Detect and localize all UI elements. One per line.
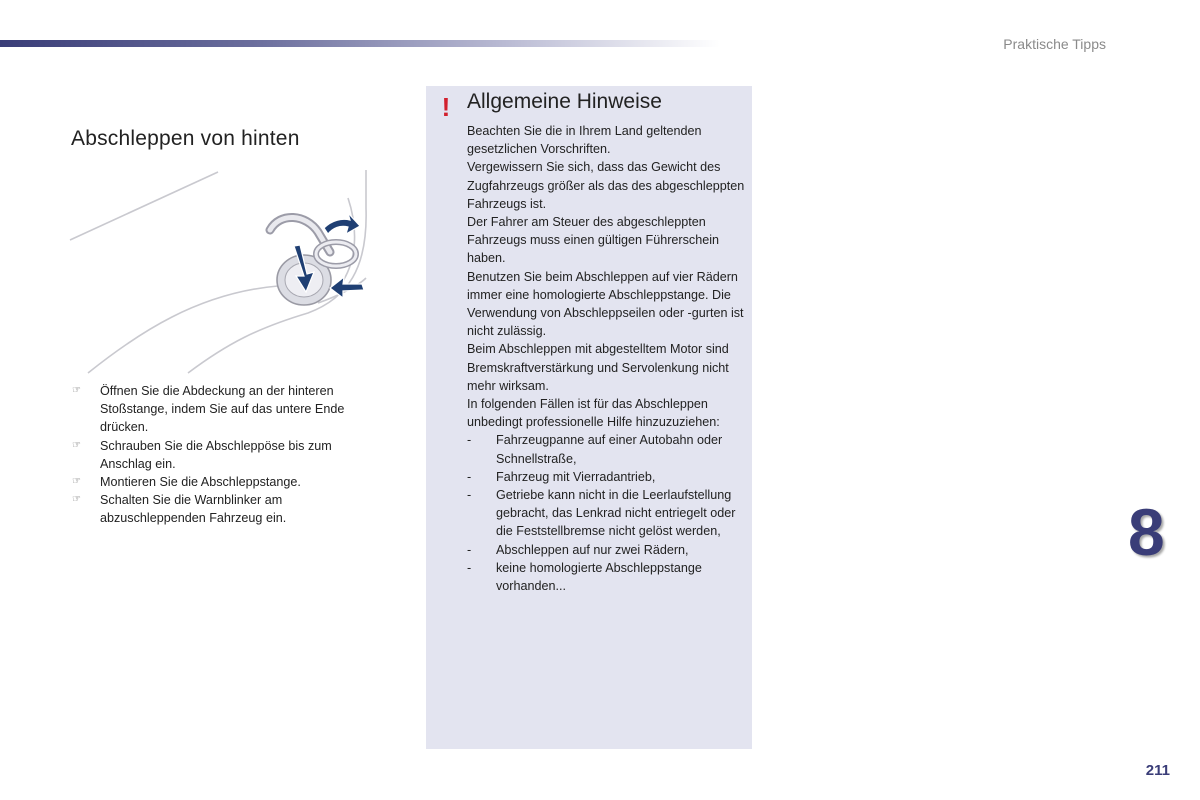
list-item — [72, 437, 372, 473]
step-text: Montieren Sie die Abschleppstange. — [100, 475, 301, 490]
warning-icon: ! — [441, 92, 451, 122]
note-paragraph: Beim Abschleppen mit abgestelltem Motor sind Bremskraftverstärkung und Servolenkung nicht mehr wirksam. — [467, 342, 729, 393]
page-number: 211 — [1145, 762, 1170, 779]
note-body — [467, 122, 745, 595]
instruction-steps — [72, 382, 372, 528]
note-paragraph: Der Fahrer am Steuer des abgeschleppten Fahrzeugs muss einen gültigen Führerschein haben. — [467, 215, 720, 266]
case-text: keine homologierte Abschleppstange vorhanden... — [496, 560, 702, 594]
note-paragraph: In folgenden Fällen ist für das Abschleppen unbedingt professionelle Hilfe hinzuzuziehen: — [467, 397, 720, 430]
section-label: Praktische Tipps — [1003, 36, 1106, 52]
case-text: Fahrzeug mit Vierradantrieb, — [496, 469, 656, 484]
dash-marker: - — [467, 433, 472, 448]
page-heading: Abschleppen von hinten — [71, 127, 300, 150]
pointing-hand-icon: ☞ — [72, 494, 81, 506]
pointing-hand-icon: ☞ — [72, 439, 81, 451]
note-paragraph: Beachten Sie die in Ihrem Land geltenden gesetzlichen Vorschriften. — [467, 124, 702, 157]
case-text: Abschleppen auf nur zwei Rädern, — [496, 542, 689, 557]
note-paragraph: Vergewissern Sie sich, dass das Gewicht des Zugfahrzeugs größer als das des abgeschleppten Fahrzeugs ist. — [467, 160, 745, 211]
list-item — [467, 541, 745, 559]
list-item — [467, 486, 745, 541]
case-text: Getriebe kann nicht in die Leerlaufstellung gebracht, das Lenkrad nicht entriegelt oder die Feststellbremse nicht gelöst werden, — [496, 488, 736, 539]
pointing-hand-icon: ☞ — [72, 476, 81, 488]
note-title: Allgemeine Hinweise — [467, 90, 662, 113]
list-item — [467, 559, 745, 595]
step-text: Schrauben Sie die Abschleppöse bis zum Anschlag ein. — [100, 438, 332, 471]
list-item — [72, 491, 372, 527]
step-text: Öffnen Sie die Abdeckung an der hinteren Stoßstange, indem Sie auf das untere Ende drücken. — [100, 384, 345, 435]
step-text: Schalten Sie die Warnblinker am abzuschleppenden Fahrzeug ein. — [100, 493, 287, 526]
header-gradient-bar — [0, 40, 720, 47]
list-item — [72, 473, 372, 491]
pointing-hand-icon: ☞ — [72, 385, 81, 396]
general-notes-box — [426, 86, 752, 749]
list-item — [467, 431, 745, 467]
dash-marker: - — [467, 560, 472, 575]
case-text: Fahrzeugpanne auf einer Autobahn oder Schnellstraße, — [496, 433, 723, 466]
list-item — [467, 468, 745, 486]
dash-marker: - — [467, 542, 472, 557]
professional-help-cases — [467, 431, 745, 595]
dash-marker: - — [467, 488, 472, 503]
towing-eye-illustration — [68, 168, 378, 378]
list-item — [72, 382, 372, 437]
chapter-number: 8 — [1128, 495, 1165, 569]
dash-marker: - — [467, 469, 472, 484]
note-paragraph: Benutzen Sie beim Abschleppen auf vier Rädern immer eine homologierte Abschleppstange. Die Verwendung von Abschleppseilen oder -gurten ist nicht zulässig. — [467, 269, 744, 339]
